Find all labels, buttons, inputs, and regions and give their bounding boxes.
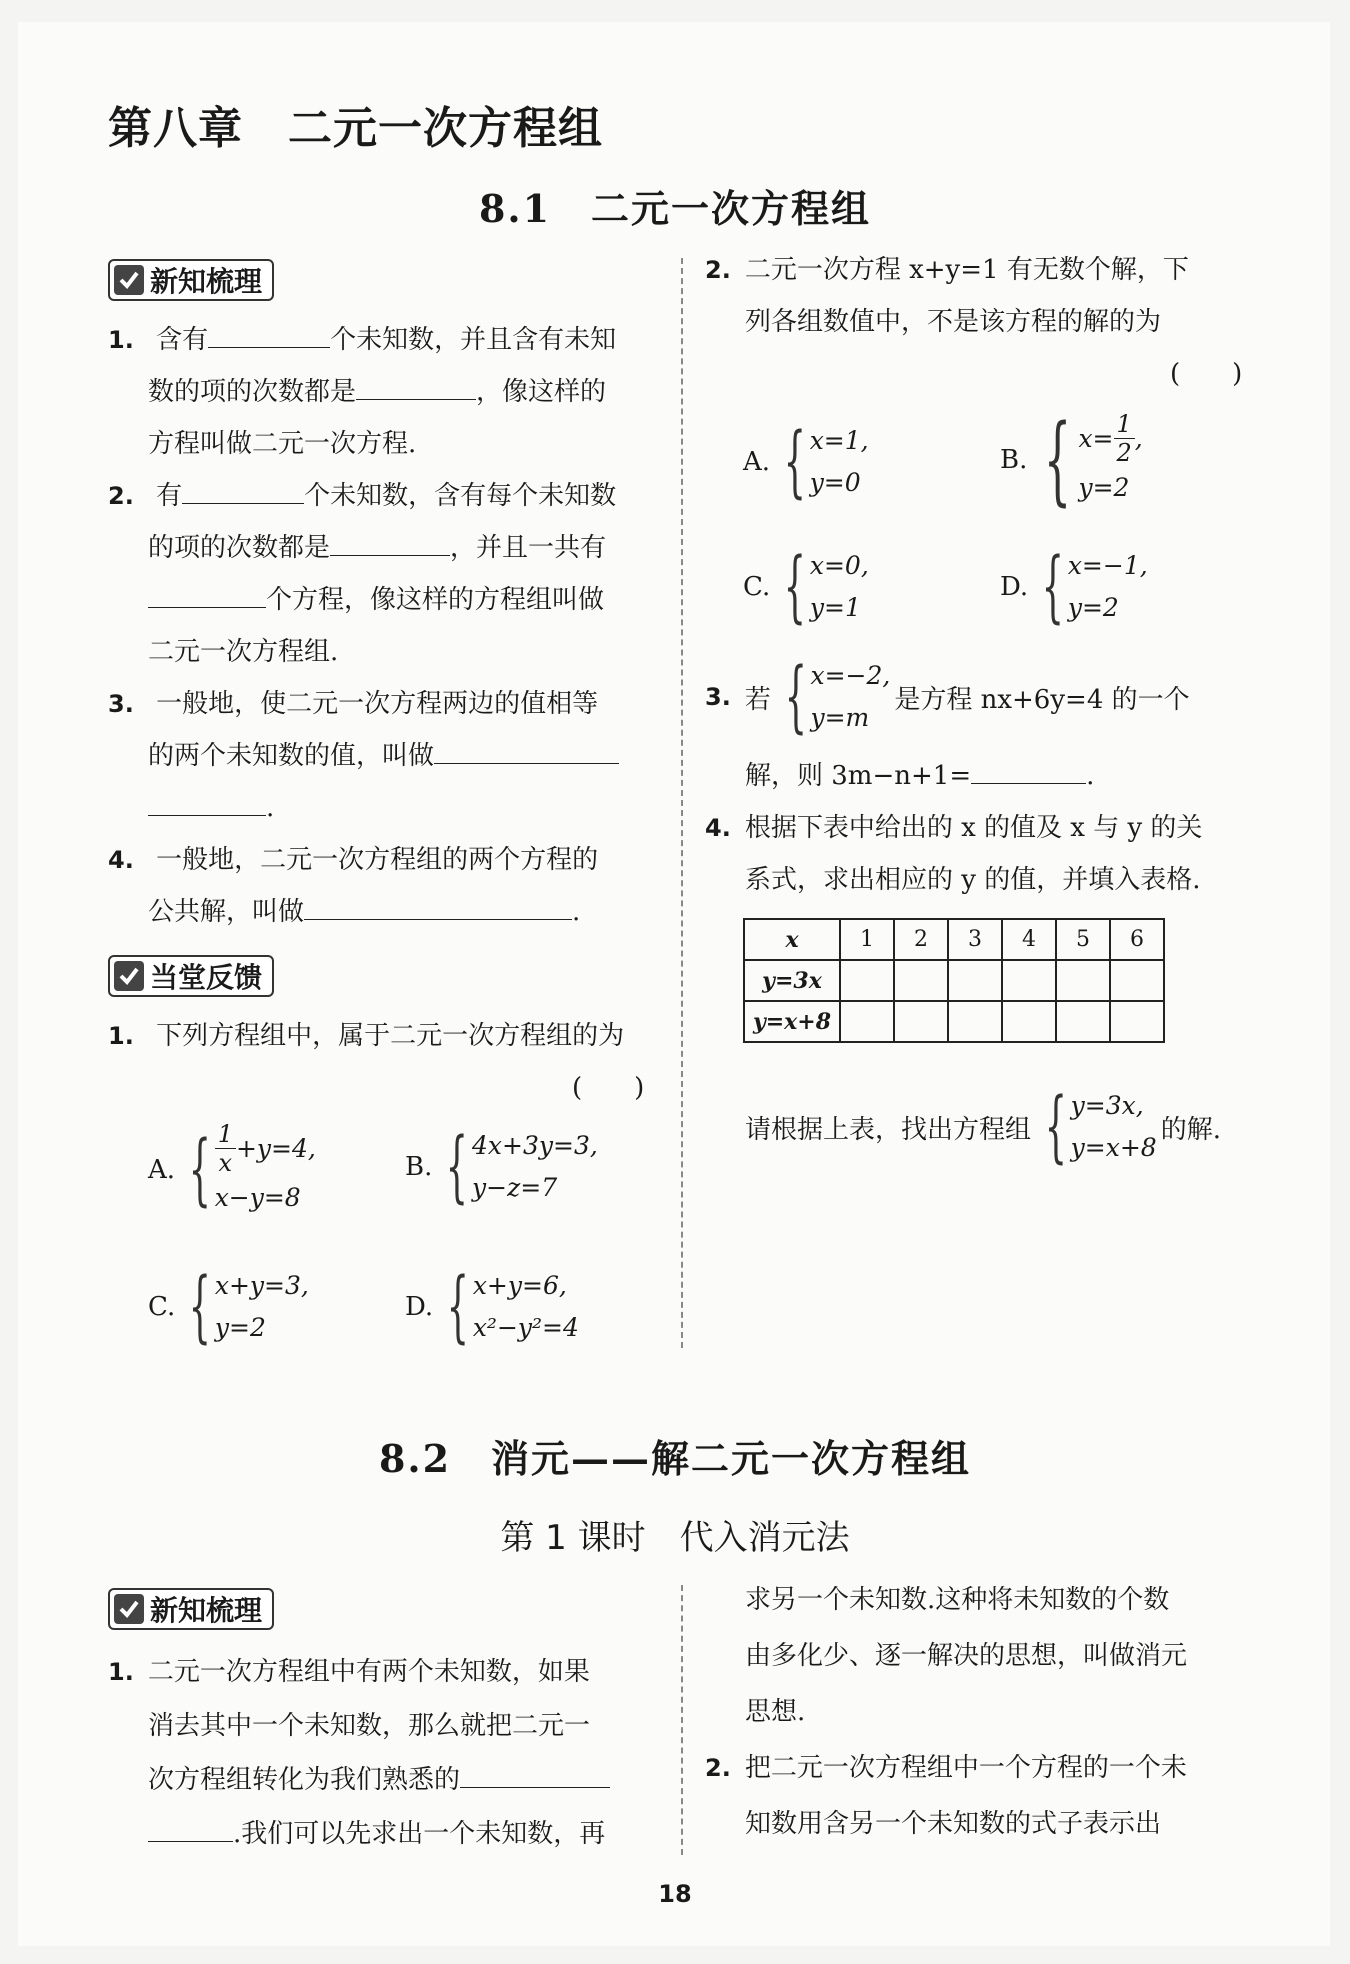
question-3-cont: 解，则 3m−n+1= .	[745, 750, 1094, 802]
list-item: 2. 有 个未知数，含有每个未知数	[108, 470, 668, 522]
list-item: 3. 一般地，使二元一次方程两边的值相等	[108, 689, 599, 719]
table-cell[interactable]	[1002, 1001, 1056, 1042]
feedback-question-1: 1. 下列方程组中，属于二元一次方程组的为	[108, 1021, 625, 1051]
fill-blank[interactable]	[182, 473, 304, 504]
column-divider	[681, 1585, 683, 1855]
lesson-title: 第 1 课时 代入消元法	[500, 1518, 850, 1558]
brace: {	[188, 1262, 212, 1352]
question-2: 2. 二元一次方程 x+y=1 有无数个解，下 列各组数值中，不是该方程的解的为	[705, 255, 1189, 337]
table-cell[interactable]	[1110, 960, 1164, 1001]
section-title-8-1: 8.1 二元一次方程组	[478, 186, 872, 231]
fill-blank[interactable]	[148, 1811, 233, 1842]
answer-paren[interactable]: ( )	[572, 1073, 645, 1103]
table-cell[interactable]	[1002, 960, 1056, 1001]
fill-blank[interactable]	[148, 785, 266, 816]
option-a[interactable]: A. { x=1, y=0	[743, 417, 869, 507]
brace: {	[784, 652, 807, 742]
checkmark-icon	[114, 265, 144, 295]
brace: {	[1041, 542, 1065, 632]
table-cell[interactable]	[840, 1001, 894, 1042]
table-cell[interactable]	[948, 960, 1002, 1001]
column-divider	[681, 258, 683, 1348]
option-d[interactable]: D. { x=−1, y=2	[1000, 542, 1148, 632]
question-4-followup: 请根据上表，找出方程组 { y=3x, y=x+8 的解.	[745, 1082, 1221, 1172]
chapter-title: 第八章 二元一次方程组	[108, 103, 603, 154]
option-c[interactable]: C. { x+y=3, y=2	[148, 1262, 309, 1352]
table-row: x 1 2 3 4 5 6	[744, 919, 1164, 960]
fill-blank[interactable]	[330, 525, 450, 556]
section2-right-text: 求另一个未知数.这种将未知数的个数 由多化少、逐一解决的思想，叫做消元 思想.	[745, 1585, 1188, 1727]
fill-blank[interactable]	[208, 317, 330, 348]
badge-label: 新知梳理	[150, 1594, 263, 1627]
table-cell[interactable]	[1056, 1001, 1110, 1042]
badge-new-knowledge	[108, 259, 274, 301]
section2-question-1: 1. 二元一次方程组中有两个未知数，如果 消去其中一个未知数，那么就把二元一 次方程组转化为我们熟悉的 .我们可以先求出一个未知数，再	[108, 1645, 668, 1861]
option-c[interactable]: C. { x=0, y=1	[743, 542, 869, 632]
table-row: y=3x	[744, 960, 1164, 1001]
page-number: 18	[658, 1880, 692, 1908]
brace: {	[1044, 1082, 1068, 1172]
value-table	[743, 918, 1165, 1043]
list-item: 1. 含有 个未知数，并且含有未知	[108, 314, 668, 366]
brace: {	[783, 417, 807, 507]
list-item: 4. 一般地，二元一次方程组的两个方程的	[108, 845, 599, 875]
table-cell[interactable]	[894, 960, 948, 1001]
checkmark-icon	[114, 1594, 144, 1624]
brace: {	[188, 1124, 212, 1215]
badge-label: 新知梳理	[150, 265, 263, 298]
brace: {	[446, 1122, 469, 1212]
table-cell[interactable]	[840, 960, 894, 1001]
fill-blank[interactable]	[460, 1757, 610, 1788]
table-cell[interactable]	[894, 1001, 948, 1042]
table-cell[interactable]	[1110, 1001, 1164, 1042]
option-b[interactable]: B. { x= $\frac{1}{2}$ , y=2	[1000, 403, 1143, 516]
badge-feedback	[108, 955, 274, 997]
new-knowledge-list: 1. 含有 个未知数，并且含有未知 数的项的次数都是 ，像这样的 方程叫做二元一次方程. 2. 有 个未知数，含有每个未知数 的项的次数都是 ，并且一共有 个方程，像这样的方程组叫做 二元一次方程组. 3. 一般地，使二元一次方程两边的值相等 的两个未知数的值，叫做 . 4. 一般地，二元一次方程组的两个方程的 公共解，叫做 .	[108, 314, 668, 938]
brace: {	[783, 542, 807, 632]
badge-label: 当堂反馈	[150, 961, 263, 994]
fill-blank[interactable]	[434, 733, 619, 764]
brace: {	[1044, 403, 1072, 516]
section2-question-2: 2. 把二元一次方程组中一个方程的一个未 知数用含另一个未知数的式子表示出	[705, 1753, 1187, 1839]
section-title-8-2: 8.2 消元——解二元一次方程组	[378, 1436, 972, 1481]
badge-new-knowledge	[108, 1588, 274, 1630]
fill-blank[interactable]	[356, 369, 476, 400]
option-d[interactable]: D. { x+y=6, x²−y²=4	[405, 1262, 579, 1352]
answer-paren[interactable]: ( )	[1170, 359, 1243, 389]
fill-blank[interactable]	[148, 577, 266, 608]
option-b[interactable]: B. { 4x+3y=3, y−z=7	[405, 1122, 598, 1212]
checkmark-icon	[114, 961, 144, 991]
table-cell[interactable]	[1056, 960, 1110, 1001]
brace: {	[446, 1262, 470, 1352]
option-a[interactable]: A. { $\frac{1}{x}$ +y=4, x−y=8	[148, 1120, 316, 1215]
fill-blank[interactable]	[971, 753, 1086, 784]
fill-blank[interactable]	[304, 889, 572, 920]
table-row: y=x+8	[744, 1001, 1164, 1042]
question-3: 3. 若 { x=−2, y=m 是方程 nx+6y=4 的一个	[705, 652, 1190, 742]
question-4: 4. 根据下表中给出的 x 的值及 x 与 y 的关 系式，求出相应的 y 的值，并填入表格.	[705, 813, 1203, 895]
table-cell[interactable]	[948, 1001, 1002, 1042]
